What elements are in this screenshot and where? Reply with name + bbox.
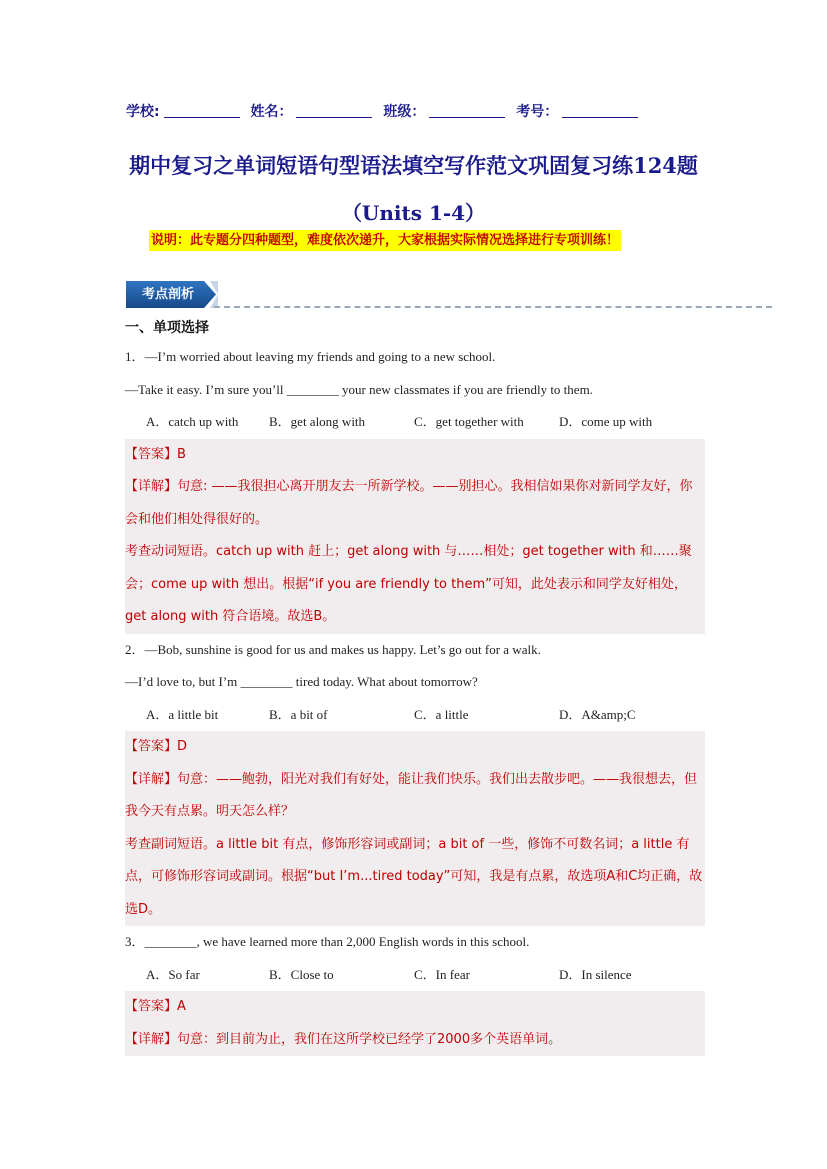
- part-heading: 一、单项选择: [125, 320, 209, 336]
- page-subtitle: （Units 1-4）: [341, 201, 486, 225]
- option-c: C．a little: [414, 706, 469, 722]
- option-d: D．come up with: [559, 414, 653, 429]
- option-b: B．get along with: [269, 414, 366, 429]
- class-blank: [429, 103, 505, 118]
- question-stem: —I’d love to, but I’m ________ tired today. What about tomorrow?: [125, 674, 478, 689]
- option-a: A．a little bit: [146, 706, 219, 722]
- section-divider: [214, 306, 772, 308]
- option-d: D．In silence: [559, 966, 632, 982]
- question-stem: 1．—I’m worried about leaving my friends and going to a new school.: [125, 349, 496, 364]
- question-item: [125, 634, 705, 927]
- analysis-text: 考查副词短语。a little bit 有点，修饰形容词或副词；a bit of 一些，修饰不可数名词；a little 有点，可修饰形容词或副词。根据“but I’m...tired today”可知，我是有点累，故选项A和C均正确，故选D。: [125, 836, 703, 917]
- instruction-note: 说明：此专题分四种题型，难度依次递升，大家根据实际情况选择进行专项训练！: [149, 230, 621, 251]
- option-d: D．A&amp;C: [559, 706, 636, 722]
- student-info-line: [126, 101, 726, 121]
- options-row: [125, 959, 705, 992]
- name-label: 姓名：: [250, 104, 293, 120]
- section-banner: [126, 281, 218, 308]
- explanation-text: 【详解】句意：——鲍勃，阳光对我们有好处，能让我们快乐。我们出去散步吧。——我很想去，但我今天有点累。明天怎么样？: [125, 771, 698, 819]
- option-c: C．In fear: [414, 966, 470, 982]
- question-item: [125, 926, 705, 1056]
- explanation-text: 【详解】句意：到目前为止，我们在这所学校已经学了2000多个英语单词。: [125, 1031, 562, 1047]
- page-title: 期中复习之单词短语句型语法填空写作范文巩固复习练124题: [129, 153, 698, 178]
- class-label: 班级：: [383, 104, 426, 120]
- question-stem: —Take it easy. I’m sure you’ll ________ your new classmates if you are friendly to them.: [125, 381, 593, 397]
- option-b: B．a bit of: [269, 706, 328, 722]
- option-b: B．Close to: [269, 966, 334, 982]
- school-blank: [164, 103, 240, 118]
- exam-number-label: 考号：: [516, 104, 559, 120]
- answer-box: [125, 731, 705, 926]
- option-a: A．catch up with: [146, 414, 239, 429]
- answer-line: 【答案】D: [125, 739, 188, 754]
- answer-box: [125, 991, 705, 1056]
- options-row: [125, 699, 705, 732]
- name-blank: [296, 103, 372, 118]
- exam-number-blank: [562, 103, 638, 118]
- option-a: A．So far: [146, 966, 200, 982]
- explanation-text: 【详解】句意: ——我很担心离开朋友去一所新学校。——别担心。我相信如果你对新同学友好，你会和他们相处得很好的。: [125, 479, 693, 527]
- question-stem: 2．—Bob, sunshine is good for us and makes us happy. Let’s go out for a walk.: [125, 641, 541, 657]
- question-stem: 3．________, we have learned more than 2,000 English words in this school.: [125, 934, 530, 949]
- school-label: 学校:: [126, 104, 160, 120]
- answer-box: [125, 439, 705, 634]
- question-item: [125, 341, 705, 634]
- answer-line: 【答案】A: [125, 999, 186, 1014]
- question-list: [125, 315, 705, 1056]
- section-banner-label: 考点剖析: [141, 287, 194, 302]
- options-row: [125, 406, 705, 439]
- option-c: C．get together with: [414, 414, 524, 429]
- analysis-text: 考查动词短语。catch up with 赶上；get along with 与……相处；get together with 和……聚会；come up with 想出。根据“if you are friendly to them”可知，此处表示和同学友好相处，get along with 符合语境。故选B。: [125, 544, 692, 624]
- answer-line: 【答案】B: [125, 446, 186, 462]
